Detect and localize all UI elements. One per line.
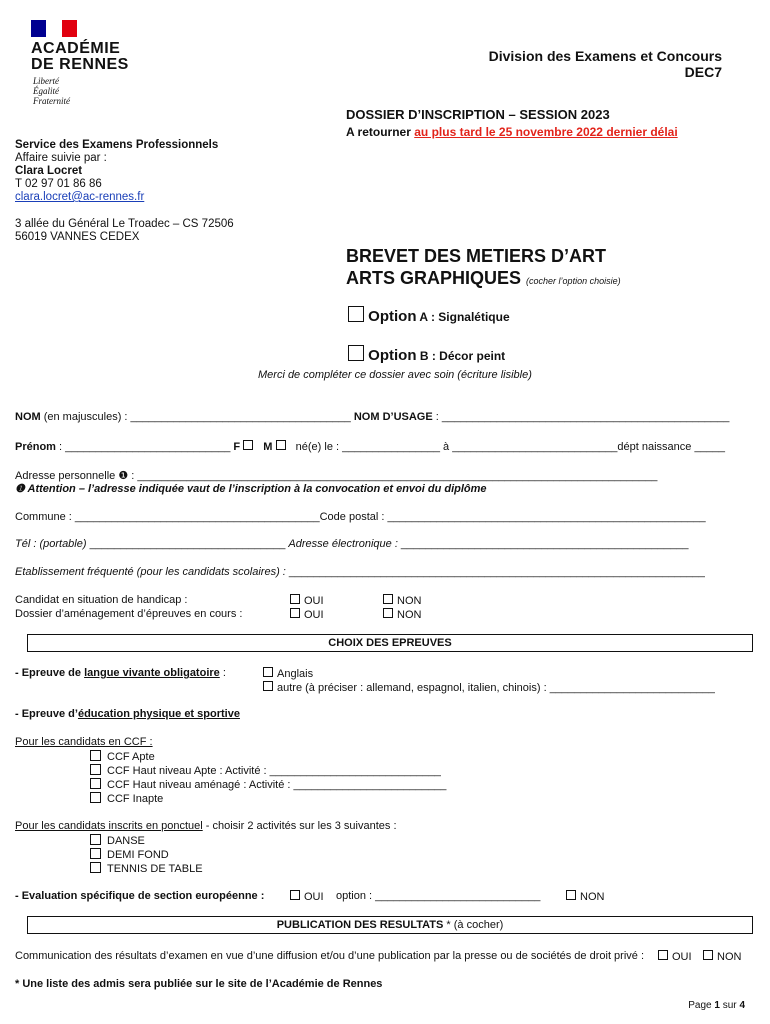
division-title: Division des Examens et Concours bbox=[488, 48, 722, 64]
nom-hint: (en majuscules) : bbox=[40, 411, 131, 423]
sex-m-checkbox[interactable] bbox=[276, 440, 286, 450]
email-label: Adresse électronique : bbox=[288, 538, 398, 550]
page-current: 1 bbox=[714, 1000, 720, 1011]
ponctuel-link: Pour les candidats inscrits en ponctuel bbox=[15, 820, 203, 832]
langue-link: langue vivante obligatoire bbox=[84, 667, 220, 679]
amenagement-oui-checkbox[interactable] bbox=[290, 608, 300, 618]
sex-m-label: M bbox=[263, 441, 273, 453]
republic-flag-icon bbox=[31, 20, 77, 37]
euro-oui-checkbox[interactable] bbox=[290, 890, 300, 900]
option-b-text: B : Décor peint bbox=[416, 349, 506, 363]
ccf-checkbox-2[interactable] bbox=[90, 764, 101, 775]
commune-field[interactable]: Commune : ________________________________________Code postal : ____________________________________________________ bbox=[15, 511, 706, 523]
euro-label: - Evaluation spécifique de section européenne : bbox=[15, 890, 265, 902]
nom-row[interactable] bbox=[15, 411, 729, 423]
handicap-non[interactable] bbox=[383, 594, 421, 607]
publication-oui-label: OUI bbox=[672, 951, 692, 963]
ponctuel-checkbox-3[interactable] bbox=[90, 862, 101, 873]
page-sep: sur bbox=[722, 1000, 737, 1011]
usage-field[interactable]: : _______________________________________________ bbox=[432, 411, 730, 423]
followed-by: Affaire suivie par : bbox=[15, 152, 107, 164]
anglais-option[interactable] bbox=[263, 667, 313, 680]
handicap-non-label: NON bbox=[397, 595, 422, 607]
ponctuel-label-2: DEMI FOND bbox=[107, 849, 169, 861]
contact-name: Clara Locret bbox=[15, 165, 83, 177]
option-a-checkbox[interactable] bbox=[348, 306, 364, 322]
page-total: 4 bbox=[739, 1000, 745, 1011]
eps-link: éducation physique et sportive bbox=[77, 708, 240, 720]
amenagement-non-label: NON bbox=[397, 609, 422, 621]
etab-field[interactable]: ____________________________________________________________________ bbox=[285, 566, 705, 578]
option-a-label: Option bbox=[368, 308, 417, 325]
ccf-item-4[interactable] bbox=[90, 792, 163, 805]
euro-option-field[interactable]: option : ___________________________ bbox=[336, 890, 541, 902]
email-field[interactable]: _______________________________________________ bbox=[397, 538, 689, 550]
etab-row[interactable] bbox=[15, 566, 705, 578]
instruction-text: Merci de compléter ce dossier avec soin (écriture lisible) bbox=[258, 369, 532, 381]
langue-label bbox=[15, 667, 226, 679]
publication-heading-note: * (à cocher) bbox=[443, 919, 504, 931]
prenom-row[interactable] bbox=[15, 440, 725, 453]
anglais-checkbox[interactable] bbox=[263, 667, 273, 677]
adresse-field[interactable]: Adresse personnelle ❶ : _____________________________________________________________________________________ bbox=[15, 470, 658, 482]
euro-oui[interactable] bbox=[290, 890, 324, 903]
euro-non-checkbox[interactable] bbox=[566, 890, 576, 900]
ponctuel-checkbox-1[interactable] bbox=[90, 834, 101, 845]
etab-label: Etablissement fréquenté (pour les candidats scolaires) : bbox=[15, 566, 286, 578]
ponctuel-checkbox-2[interactable] bbox=[90, 848, 101, 859]
attention-note: ❶ Attention – l’adresse indiquée vaut de l’inscription à la convocation et envoi du diplôme bbox=[15, 483, 487, 495]
address-line2: 56019 VANNES CEDEX bbox=[15, 231, 140, 243]
option-a-row[interactable] bbox=[348, 306, 510, 325]
autre-option[interactable] bbox=[263, 681, 715, 694]
ccf-checkbox-1[interactable] bbox=[90, 750, 101, 761]
service-name: Service des Examens Professionnels bbox=[15, 139, 219, 151]
langue-suffix: : bbox=[219, 667, 226, 679]
option-a-text: A : Signalétique bbox=[416, 310, 510, 324]
sex-f-checkbox[interactable] bbox=[243, 440, 253, 450]
ponctuel-item-2[interactable] bbox=[90, 848, 169, 861]
motto-liberte: Liberté bbox=[33, 76, 59, 86]
handicap-oui-label: OUI bbox=[304, 595, 324, 607]
eps-label bbox=[15, 708, 240, 720]
nom-field[interactable]: ____________________________________ bbox=[130, 411, 351, 423]
handicap-non-checkbox[interactable] bbox=[383, 594, 393, 604]
handicap-oui-checkbox[interactable] bbox=[290, 594, 300, 604]
ccf-label-2: CCF Haut niveau Apte : Activité : ____________________________ bbox=[107, 765, 441, 777]
diploma-line2 bbox=[346, 268, 621, 289]
publication-text: Communication des résultats d’examen en vue d’une diffusion et/ou d’une publication par la presse ou de sociétés de droit privé : bbox=[15, 950, 645, 962]
logo-line1: ACADÉMIE bbox=[31, 40, 121, 57]
amenagement-oui[interactable] bbox=[290, 608, 324, 621]
euro-non[interactable] bbox=[566, 890, 604, 903]
ccf-label-4: CCF Inapte bbox=[107, 793, 164, 805]
anglais-label: Anglais bbox=[277, 668, 314, 680]
prenom-field[interactable]: : ___________________________ bbox=[55, 441, 234, 453]
euro-non-label: NON bbox=[580, 891, 605, 903]
eps-prefix: - Epreuve d’ bbox=[15, 708, 78, 720]
motto-fraternite: Fraternité bbox=[33, 96, 70, 106]
euro-oui-label: OUI bbox=[304, 891, 324, 903]
nom-label: NOM bbox=[15, 411, 41, 423]
dossier-title: DOSSIER D’INSCRIPTION – SESSION 2023 bbox=[346, 107, 610, 122]
ponctuel-suffix: - choisir 2 activités sur les 3 suivantes : bbox=[202, 820, 397, 832]
publication-oui[interactable] bbox=[658, 950, 692, 963]
division-code: DEC7 bbox=[684, 64, 722, 80]
handicap-label: Candidat en situation de handicap : bbox=[15, 594, 188, 606]
amenagement-non-checkbox[interactable] bbox=[383, 608, 393, 618]
option-b-label: Option bbox=[368, 347, 417, 364]
birth-field[interactable]: né(e) le : ________________ à ___________________________dépt naissance _____ bbox=[295, 441, 726, 453]
publication-non-checkbox[interactable] bbox=[703, 950, 713, 960]
autre-label: autre (à préciser : allemand, espagnol, italien, chinois) : ___________________________ bbox=[277, 682, 715, 694]
ccf-item-3[interactable] bbox=[90, 778, 446, 791]
epreuves-heading: CHOIX DES EPREUVES bbox=[27, 634, 753, 652]
ccf-label-3: CCF Haut niveau aménagé : Activité : _________________________ bbox=[107, 779, 447, 791]
publication-heading-text: PUBLICATION DES RESULTATS bbox=[276, 919, 444, 931]
diploma-note: (cocher l’option choisie) bbox=[526, 276, 621, 286]
publication-non-label: NON bbox=[717, 951, 742, 963]
ponctuel-heading bbox=[15, 820, 397, 832]
diploma-line2-text: ARTS GRAPHIQUES bbox=[346, 268, 522, 288]
handicap-oui[interactable] bbox=[290, 594, 324, 607]
logo-line2: DE RENNES bbox=[31, 56, 129, 73]
ccf-checkbox-4[interactable] bbox=[90, 792, 101, 803]
publication-oui-checkbox[interactable] bbox=[658, 950, 668, 960]
tel-row[interactable] bbox=[15, 538, 688, 550]
page-label: Page bbox=[688, 1000, 712, 1011]
diploma-line1: BREVET DES METIERS D’ART bbox=[346, 246, 607, 266]
motto-egalite: Égalité bbox=[33, 86, 59, 96]
amenagement-oui-label: OUI bbox=[304, 609, 324, 621]
langue-prefix: - Epreuve de bbox=[15, 667, 85, 679]
option-b-checkbox[interactable] bbox=[348, 345, 364, 361]
publication-heading bbox=[27, 916, 753, 934]
tel-field[interactable]: ________________________________ bbox=[86, 538, 289, 550]
prenom-label: Prénom bbox=[15, 441, 56, 453]
contact-phone: T 02 97 01 86 86 bbox=[15, 178, 102, 190]
tel-label: Tél : (portable) bbox=[15, 538, 87, 550]
ccf-item-1[interactable] bbox=[90, 750, 155, 763]
option-b-row[interactable] bbox=[348, 345, 505, 364]
address-line1: 3 allée du Général Le Troadec – CS 72506 bbox=[15, 218, 234, 230]
usage-label: NOM D’USAGE bbox=[350, 411, 433, 423]
amenagement-label: Dossier d’aménagement d’épreuves en cours : bbox=[15, 608, 243, 620]
sex-f-label: F bbox=[233, 441, 241, 453]
ponctuel-item-3[interactable] bbox=[90, 862, 203, 875]
autre-checkbox[interactable] bbox=[263, 681, 273, 691]
return-line bbox=[346, 125, 678, 139]
ponctuel-item-1[interactable] bbox=[90, 834, 145, 847]
ccf-label-1: CCF Apte bbox=[107, 751, 155, 763]
ponctuel-label-3: TENNIS DE TABLE bbox=[107, 863, 203, 875]
ccf-item-2[interactable] bbox=[90, 764, 441, 777]
contact-email-link[interactable]: clara.locret@ac-rennes.fr bbox=[15, 191, 145, 203]
ccf-checkbox-3[interactable] bbox=[90, 778, 101, 789]
amenagement-non[interactable] bbox=[383, 608, 421, 621]
page-number bbox=[688, 1000, 745, 1011]
ccf-heading: Pour les candidats en CCF : bbox=[15, 736, 153, 748]
return-deadline: au plus tard le 25 novembre 2022 dernier délai bbox=[414, 125, 678, 139]
return-prefix: A retourner bbox=[346, 125, 415, 139]
ponctuel-label-1: DANSE bbox=[107, 835, 145, 847]
publication-footnote: * Une liste des admis sera publiée sur le site de l’Académie de Rennes bbox=[15, 978, 383, 990]
publication-non[interactable] bbox=[703, 950, 741, 963]
